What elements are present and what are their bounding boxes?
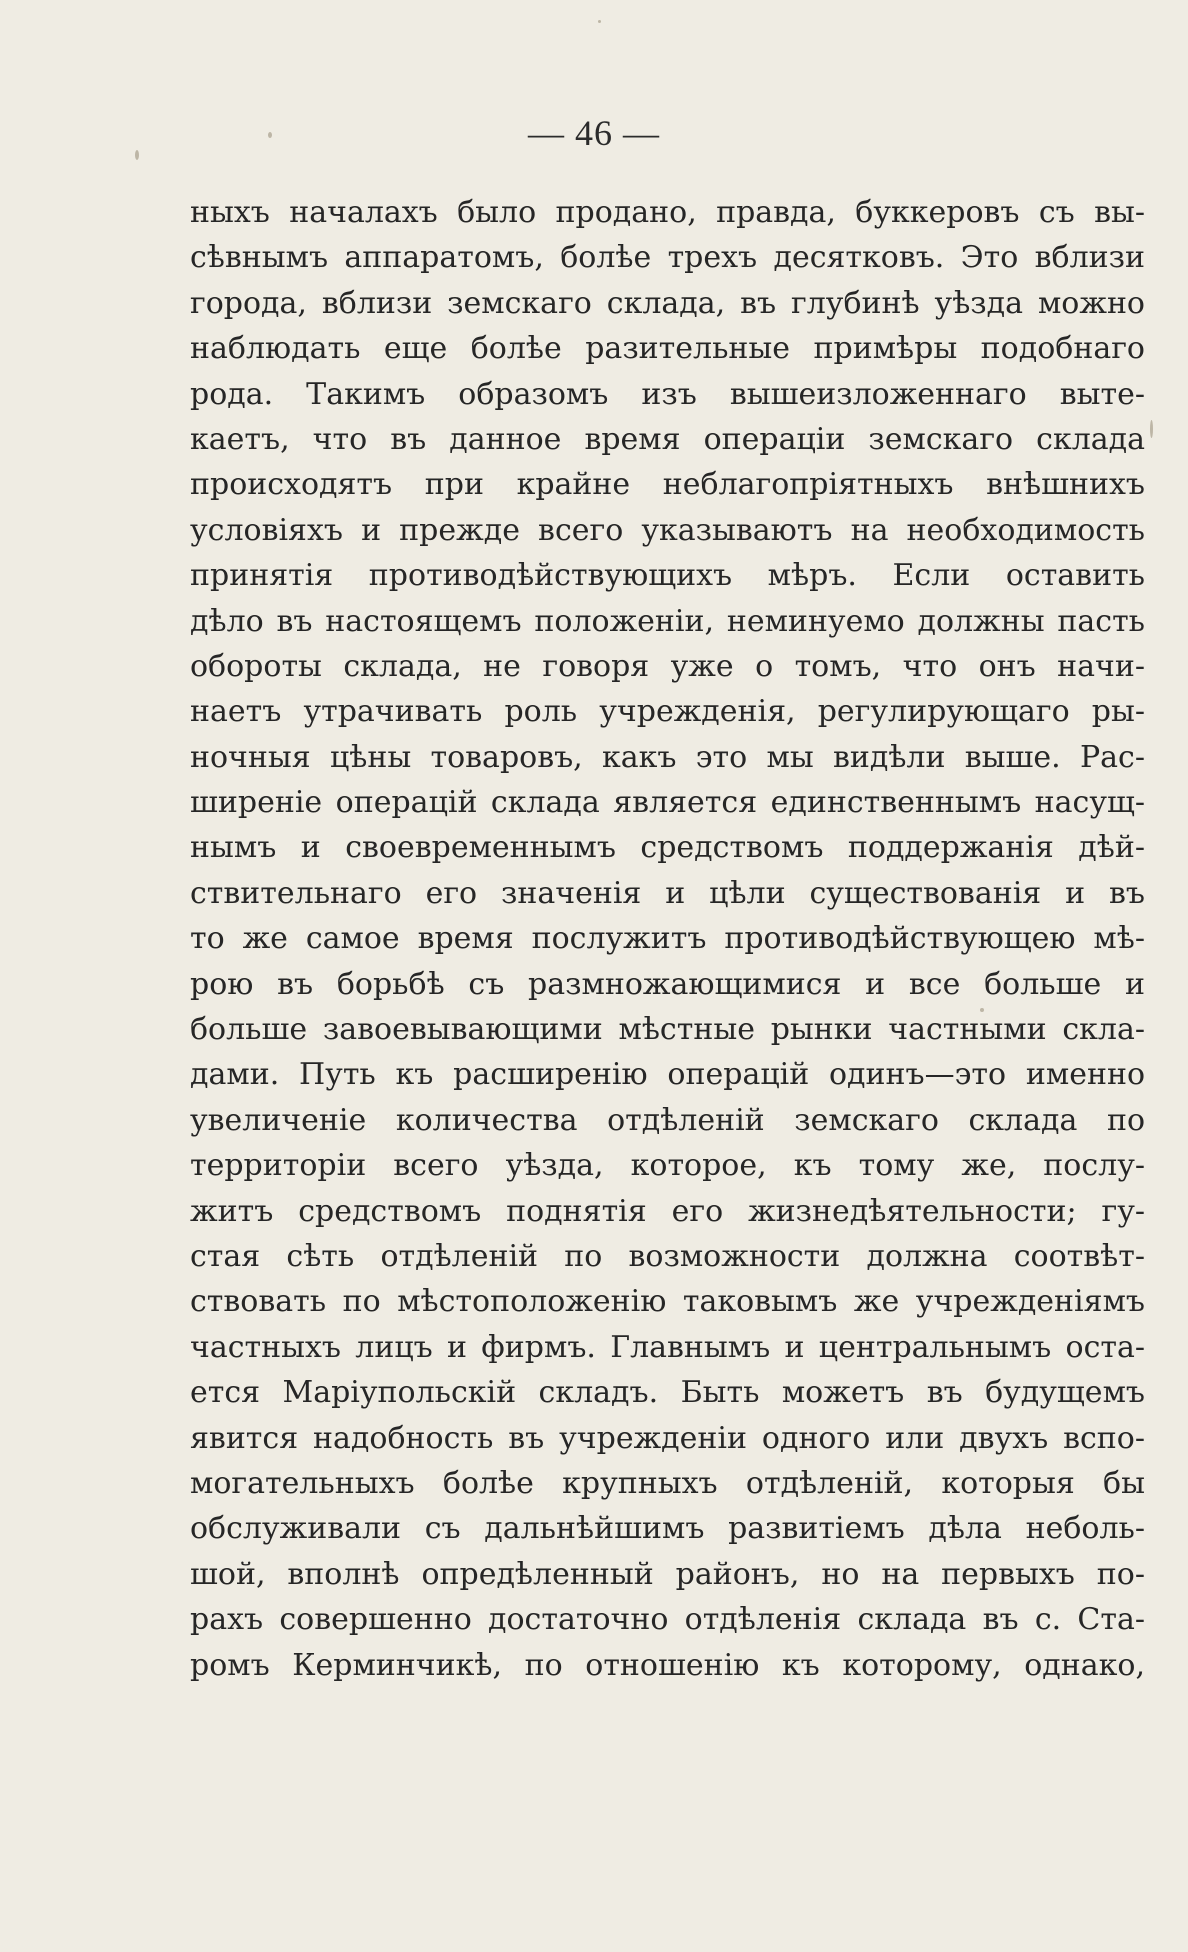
text-line: житъ средствомъ поднятія его жизнедѣятельности; гу- xyxy=(190,1193,1145,1229)
text-line: сѣвнымъ аппаратомъ, болѣе трехъ десятковъ. Это вблизи xyxy=(190,240,1145,276)
text-line: дѣло въ настоящемъ положеніи, неминуемо должны пасть xyxy=(190,603,1145,639)
text-line: ночныя цѣны товаровъ, какъ это мы видѣли выше. Рас- xyxy=(190,739,1145,775)
paper-speck xyxy=(598,20,601,23)
text-line: наблюдать еще болѣе разительные примѣры подобнаго xyxy=(190,331,1145,367)
text-line: явится надобность въ учрежденіи одного или двухъ вспо- xyxy=(190,1420,1145,1456)
text-line: то же самое время послужитъ противодѣйствующею мѣ- xyxy=(190,921,1145,957)
text-line: ется Маріупольскій складъ. Быть можетъ въ будущемъ xyxy=(190,1375,1145,1411)
paper-speck xyxy=(980,1008,984,1012)
text-line: ширеніе операцій склада является единственнымъ насущ- xyxy=(190,785,1145,821)
paper-speck xyxy=(135,150,139,160)
text-line: частныхъ лицъ и фирмъ. Главнымъ и центральнымъ оста- xyxy=(190,1329,1145,1365)
text-line: больше завоевывающими мѣстные рынки частными скла- xyxy=(190,1012,1145,1048)
text-line: дами. Путь къ расширенію операцій одинъ—это именно xyxy=(190,1057,1145,1093)
text-line: рахъ совершенно достаточно отдѣленія склада въ с. Ста- xyxy=(190,1602,1145,1638)
text-line: могательныхъ болѣе крупныхъ отдѣленій, которыя бы xyxy=(190,1465,1145,1501)
text-line: увеличеніе количества отдѣленій земскаго склада по xyxy=(190,1102,1145,1138)
text-line: ствительнаго его значенія и цѣли существованія и въ xyxy=(190,875,1145,911)
text-line: обороты склада, не говоря уже о томъ, что онъ начи- xyxy=(190,648,1145,684)
text-line: наетъ утрачивать роль учрежденія, регулирующаго ры- xyxy=(190,694,1145,730)
paper-speck xyxy=(1150,420,1153,438)
text-line: принятія противодѣйствующихъ мѣръ. Если оставить xyxy=(190,558,1145,594)
text-line: условіяхъ и прежде всего указываютъ на необходимость xyxy=(190,512,1145,548)
paper-speck xyxy=(268,132,272,138)
text-line: города, вблизи земскаго склада, въ глубинѣ уѣзда можно xyxy=(190,285,1145,321)
text-line: территоріи всего уѣзда, которое, къ тому же, послу- xyxy=(190,1148,1145,1184)
text-line: каетъ, что въ данное время операціи земскаго склада xyxy=(190,421,1145,457)
text-line: нымъ и своевременнымъ средствомъ поддержанія дѣй- xyxy=(190,830,1145,866)
page-number: — 46 — xyxy=(528,113,660,153)
body-text xyxy=(190,190,1145,1688)
text-line: шой, вполнѣ опредѣленный районъ, но на первыхъ по- xyxy=(190,1556,1145,1592)
text-line: ромъ Керминчикѣ, по отношенію къ которому, однако, xyxy=(190,1647,1145,1683)
text-line: обслуживали съ дальнѣйшимъ развитіемъ дѣла неболь- xyxy=(190,1511,1145,1547)
text-line: рода. Такимъ образомъ изъ вышеизложеннаго выте- xyxy=(190,376,1145,412)
text-line: происходятъ при крайне неблагопріятныхъ внѣшнихъ xyxy=(190,467,1145,503)
text-line: ствовать по мѣстоположенію таковымъ же учрежденіямъ xyxy=(190,1284,1145,1320)
text-line: рою въ борьбѣ съ размножающимися и все больше и xyxy=(190,966,1145,1002)
text-line: ныхъ началахъ было продано, правда, буккеровъ съ вы- xyxy=(190,195,1145,230)
text-line: стая сѣть отдѣленій по возможности должна соотвѣт- xyxy=(190,1238,1145,1274)
